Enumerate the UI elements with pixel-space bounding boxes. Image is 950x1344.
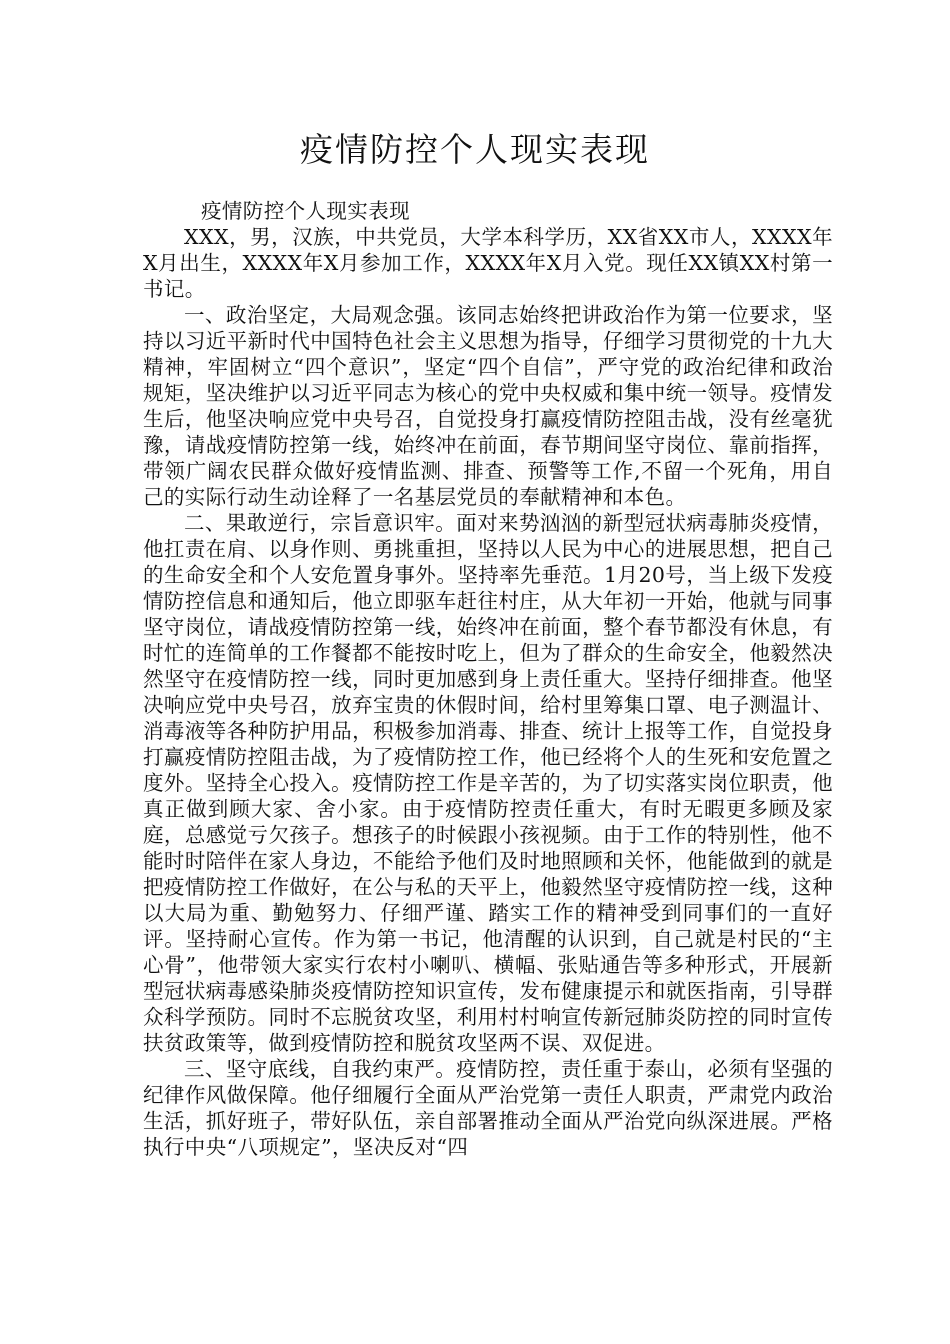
paragraph-discipline: 三、坚守底线，自我约束严。疫情防控，责任重于泰山，必须有坚强的纪律作风做保障。他仔细履行全面从严治党第一责任人职责，严肃党内政治生活，抓好班子，带好队伍，亲自部署推动全面从严治党向纵深进展。严格执行中央“八项规定”，坚决反对“四 [143, 1057, 833, 1159]
document-title: 疫情防控个人现实表现 [300, 130, 650, 169]
paragraph-political: 一、政治坚定，大局观念强。该同志始终把讲政治作为第一位要求，坚持以习近平新时代中国特色社会主义思想为指导，仔细学习贯彻党的十九大精神，牢固树立“四个意识”，坚定“四个自信”，严守党的政治纪律和政治规矩，坚决维护以习近平同志为核心的党中央权威和集中统一领导。疫情发生后，他坚决响应党中央号召，自觉投身打赢疫情防控阻击战，没有丝毫犹豫，请战疫情防控第一线，始终冲在前面，春节期间坚守岗位、靠前指挥，带领广阔农民群众做好疫情监测、排查、预警等工作,不留一个死角，用自己的实际行动生动诠释了一名基层党员的奉献精神和本色。 [143, 303, 833, 509]
document-subtitle: 疫情防控个人现实表现 [201, 199, 410, 223]
paragraph-frontline: 二、果敢逆行，宗旨意识牢。面对来势汹汹的新型冠状病毒肺炎疫情，他扛责在肩、以身作则、勇挑重担，坚持以人民为中心的进展思想，把自己的生命安全和个人安危置身事外。坚持率先垂范。1月20号，当上级下发疫情防控信息和通知后，他立即驱车赶往村庄，从大年初一开始，他就与同事坚守岗位，请战疫情防控第一线，始终冲在前面，整个春节都没有休息，有时忙的连简单的工作餐都不能按时吃上，但为了群众的生命安全，他毅然决然坚守在疫情防控一线，同时更加感到身上责任重大。坚持仔细排查。他坚决响应党中央号召，放弃宝贵的休假时间，给村里筹集口罩、电子测温计、消毒液等各种防护用品，积极参加消毒、排查、统计上报等工作，自觉投身打赢疫情防控阻击战，为了疫情防控工作，他已经将个人的生死和安危置之度外。坚持全心投入。疫情防控工作是辛苦的，为了切实落实岗位职责，他真正做到顾大家、舍小家。由于疫情防控责任重大，有时无暇更多顾及家庭，总感觉亏欠孩子。想孩子的时候跟小孩视频。由于工作的特别性，他不能时时陪伴在家人身边，不能给予他们及时地照顾和关怀，他能做到的就是把疫情防控工作做好，在公与私的天平上，他毅然坚守疫情防控一线，这种以大局为重、勤勉努力、仔细严谨、踏实工作的精神受到同事们的一直好评。坚持耐心宣传。作为第一书记，他清醒的认识到，自己就是村民的“主心骨”，他带领大家实行农村小喇叭、横幅、张贴通告等多种形式，开展新型冠状病毒感染肺炎疫情防控知识宣传，发布健康提示和就医指南，引导群众科学预防。同时不忘脱贫攻坚，利用村村响宣传新冠肺炎防控的同时宣传扶贫政策等，做到疫情防控和脱贫攻坚两不误、双促进。 [143, 511, 833, 1055]
document-body [143, 198, 833, 1160]
paragraph-intro: XXX，男，汉族，中共党员，大学本科学历，XX省XX市人，XXXX年X月出生，XXXX年X月参加工作，XXXX年X月入党。现任XX镇XX村第一书记。 [143, 225, 833, 301]
